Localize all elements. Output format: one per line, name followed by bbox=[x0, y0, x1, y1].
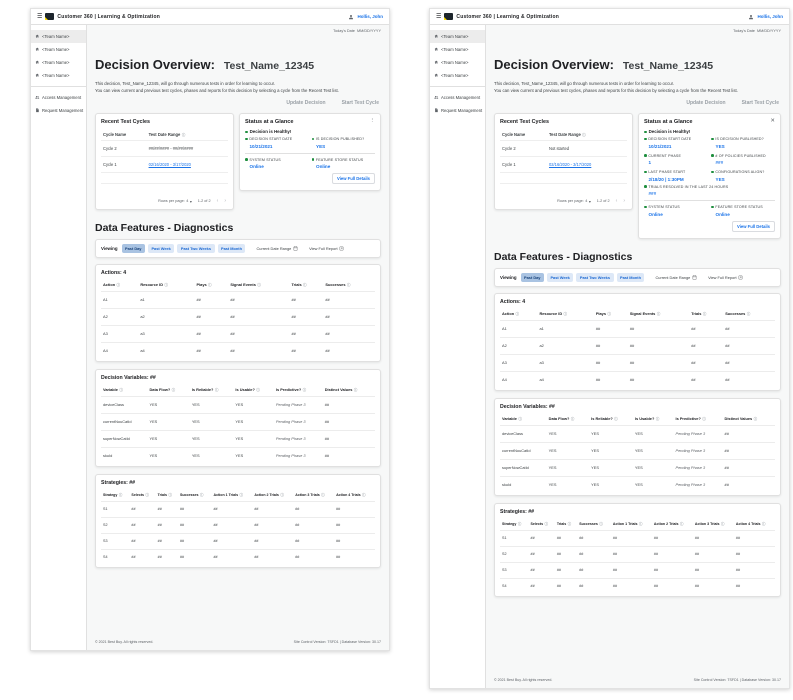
column-header: Action 4 Trials ⓘ bbox=[735, 521, 766, 526]
page-description-line-2: You can view current and previous test cycles, phases and reports for this decision by selecting a cycle from the Recent Test list. bbox=[95, 88, 339, 94]
decision-name: Test_Name_12345 bbox=[622, 60, 714, 72]
green-dot-icon bbox=[312, 138, 315, 141]
column-header-cycle-name: Cycle Name bbox=[502, 132, 526, 138]
status-value: Online bbox=[316, 164, 331, 170]
prev-page-icon[interactable]: ‹ bbox=[615, 197, 618, 204]
green-dot-icon bbox=[644, 171, 647, 174]
green-dot-icon bbox=[711, 206, 714, 209]
column-header: Data Flow? ⓘ bbox=[149, 386, 176, 392]
prev-page-icon[interactable]: ‹ bbox=[216, 197, 219, 204]
info-icon[interactable]: ⓘ bbox=[168, 492, 172, 497]
info-icon[interactable]: ⓘ bbox=[607, 311, 611, 316]
table-row: A2 a2 ## ## ## ## bbox=[101, 308, 375, 325]
table-row: A3 a3 ## ## ## ## bbox=[101, 325, 375, 342]
column-header: Distinct Values ⓘ bbox=[724, 415, 758, 421]
people-icon bbox=[434, 95, 439, 100]
status-item: LAST PHASE START 2/18/20 | 1:30PM bbox=[644, 170, 708, 182]
info-icon[interactable]: ⓘ bbox=[517, 521, 522, 526]
status-value: Online bbox=[648, 211, 663, 217]
info-icon[interactable]: ⓘ bbox=[257, 282, 261, 287]
time-range-chip[interactable]: Past Two Weeks bbox=[576, 273, 613, 282]
app-page-collapsed-status bbox=[30, 8, 390, 651]
viewing-label: Viewing bbox=[101, 245, 118, 251]
column-header: Is Usable? ⓘ bbox=[235, 386, 260, 392]
home-icon bbox=[35, 73, 40, 78]
table-row: skuId YES YES YES Pending Phase 3 ## bbox=[101, 447, 375, 464]
column-header: Trials ⓘ bbox=[691, 310, 707, 316]
info-icon[interactable]: ⓘ bbox=[321, 492, 325, 497]
column-header: Is Predictive? ⓘ bbox=[275, 386, 307, 392]
column-header: Is Predictive? ⓘ bbox=[675, 415, 706, 421]
page-actions bbox=[496, 100, 779, 106]
sidebar-item-team-2[interactable]: <Team Name> bbox=[430, 43, 485, 56]
column-header: Action 2 Trials ⓘ bbox=[653, 521, 684, 526]
user-icon[interactable] bbox=[748, 14, 754, 20]
table-row: S1 ## ## ## ## ## ## ## bbox=[500, 530, 775, 546]
column-header: Resource ID ⓘ bbox=[140, 281, 168, 287]
table-row: A1 a1 ## ## ## ## bbox=[500, 320, 775, 337]
sidebar-item-team-2[interactable]: <Team Name> bbox=[31, 43, 86, 56]
status-at-a-glance-card bbox=[239, 113, 381, 191]
column-header: Signal Events ⓘ bbox=[629, 310, 661, 316]
column-header: Action 2 Trials ⓘ bbox=[254, 492, 284, 497]
time-range-chip[interactable]: Past Month bbox=[218, 244, 246, 253]
divider bbox=[644, 200, 775, 201]
info-icon[interactable]: ⓘ bbox=[655, 416, 660, 421]
table-row: Cycle 2 Not started bbox=[500, 141, 627, 157]
viewing-filters bbox=[494, 268, 781, 287]
next-page-icon[interactable]: › bbox=[623, 197, 625, 204]
rows-per-page-select[interactable]: Rows per page: 4 ▾ bbox=[557, 199, 591, 204]
time-range-chip[interactable]: Past Day bbox=[122, 244, 145, 253]
column-header: Plays ⓘ bbox=[196, 281, 212, 287]
home-icon bbox=[434, 60, 439, 65]
current-date-range-control[interactable]: Current Date Range bbox=[256, 246, 298, 251]
table-row: A4 a4 ## ## ## ## bbox=[500, 371, 775, 388]
column-header: Data Flow? ⓘ bbox=[548, 415, 575, 421]
bestbuy-logo-icon bbox=[45, 13, 54, 20]
view-full-report-link[interactable]: View Full Report bbox=[309, 246, 344, 251]
info-icon[interactable]: ⓘ bbox=[720, 521, 725, 526]
status-item: SYSTEM STATUS Online bbox=[245, 158, 309, 170]
page-description-line-2: You can view current and previous test cycles, phases and reports for this decision by selecting a cycle from the Recent Test list. bbox=[494, 88, 738, 94]
app-header bbox=[430, 9, 789, 25]
status-value: 10/21/2021 bbox=[249, 143, 273, 149]
info-icon[interactable]: ⓘ bbox=[582, 133, 586, 138]
current-date-range-control[interactable]: Current Date Range bbox=[655, 275, 697, 280]
page-title: Decision Overview: Test_Name_12345 bbox=[95, 57, 315, 72]
column-header: Action ⓘ bbox=[103, 281, 120, 287]
home-icon bbox=[35, 60, 40, 65]
sidebar-item-team-1[interactable]: <Team Name> bbox=[430, 30, 485, 43]
info-icon[interactable]: ⓘ bbox=[656, 311, 661, 316]
table-row: S3 ## ## ## ## ## ## ## bbox=[101, 533, 375, 549]
kebab-menu-icon[interactable]: ⋮ bbox=[369, 118, 375, 125]
app-title: Customer 360 | Learning & Optimization bbox=[57, 13, 161, 20]
sidebar-item-request-management[interactable]: Request Management bbox=[31, 104, 86, 117]
page-title: Decision Overview: Test_Name_12345 bbox=[494, 57, 714, 72]
page-info: 1-2 of 2 bbox=[197, 199, 211, 204]
status-value: YES bbox=[715, 143, 725, 149]
table-row: S1 ## ## ## ## ## ## ## bbox=[101, 501, 375, 517]
update-decision-button[interactable]: Update Decision bbox=[686, 100, 726, 107]
next-page-icon[interactable]: › bbox=[224, 197, 226, 204]
view-full-details-button[interactable]: View Full Details bbox=[332, 173, 375, 184]
page-description-line-1: This decision, Test_Name_12345, will go through numerous tests in order for learning to occur. bbox=[95, 81, 276, 86]
info-icon[interactable]: ⓘ bbox=[702, 311, 707, 316]
home-icon bbox=[434, 73, 439, 78]
sidebar-item-team-3[interactable]: <Team Name> bbox=[430, 56, 485, 69]
home-icon bbox=[35, 47, 40, 52]
user-icon[interactable] bbox=[348, 14, 354, 20]
rows-per-page-select[interactable]: Rows per page: 4 ▾ bbox=[158, 199, 192, 204]
copyright: © 2021 Best Buy. All rights reserved. bbox=[494, 678, 553, 682]
calendar-icon bbox=[692, 275, 697, 280]
card-title: Status at a Glance bbox=[644, 119, 693, 126]
open-report-icon bbox=[339, 246, 344, 251]
view-full-report-link[interactable]: View Full Report bbox=[708, 275, 743, 280]
status-value: YES bbox=[316, 143, 326, 149]
info-icon[interactable]: ⓘ bbox=[118, 492, 123, 497]
green-dot-icon bbox=[711, 171, 714, 174]
green-dot-icon bbox=[245, 138, 248, 141]
app-title: Customer 360 | Learning & Optimization bbox=[456, 13, 560, 20]
start-test-cycle-button[interactable]: Start Test Cycle bbox=[741, 100, 779, 107]
info-icon[interactable]: ⓘ bbox=[347, 282, 351, 287]
info-icon[interactable]: ⓘ bbox=[239, 492, 243, 497]
table-row: Cycle 1 02/16/2020 - 3/17/2020 bbox=[101, 157, 228, 173]
page-info: 1-2 of 2 bbox=[596, 199, 610, 204]
status-item: IS DECISION PUBLISHED? YES bbox=[312, 137, 376, 149]
card-title: Recent Test Cycles bbox=[101, 119, 151, 126]
info-icon[interactable]: ⓘ bbox=[280, 492, 284, 497]
strategies-table-card bbox=[95, 474, 381, 568]
column-header: Resource ID ⓘ bbox=[539, 310, 568, 316]
status-item: # OF POLICIES PUBLISHED ### bbox=[711, 154, 775, 166]
info-icon[interactable]: ⓘ bbox=[164, 282, 168, 287]
cycle-date-range-link[interactable]: 02/16/2020 - 3/17/2020 bbox=[548, 162, 592, 168]
status-value: 10/21/2021 bbox=[648, 143, 672, 149]
hamburger-menu-icon[interactable]: ☰ bbox=[436, 14, 442, 20]
card-title: Decision Variables: ## bbox=[500, 403, 555, 410]
home-icon bbox=[434, 34, 439, 39]
sidebar-divider bbox=[31, 86, 86, 87]
table-row: A2 a2 ## ## ## ## bbox=[500, 337, 775, 354]
status-value: ### bbox=[648, 191, 657, 197]
chevron-down-icon: ▾ bbox=[189, 199, 192, 204]
table-row: currentNouCatId YES YES YES Pending Phase 3 ## bbox=[500, 442, 775, 459]
view-full-details-button[interactable]: View Full Details bbox=[732, 221, 775, 232]
actions-table-card bbox=[494, 293, 781, 391]
user-name[interactable]: Hollis, John bbox=[357, 14, 383, 19]
table-row: skuId YES YES YES Pending Phase 3 ## bbox=[500, 476, 775, 493]
todays-date: Today's Date MM/DD/YYYY bbox=[733, 29, 781, 33]
sidebar-item-team-1[interactable]: <Team Name> bbox=[31, 30, 86, 43]
column-header: Action 3 Trials ⓘ bbox=[295, 492, 325, 497]
sidebar-item-team-3[interactable]: <Team Name> bbox=[31, 56, 86, 69]
info-icon[interactable]: ⓘ bbox=[200, 492, 204, 497]
column-header: Action ⓘ bbox=[502, 310, 519, 316]
info-icon[interactable]: ⓘ bbox=[515, 311, 519, 316]
app-page-expanded-status bbox=[429, 8, 790, 689]
column-header: Selects ⓘ bbox=[530, 521, 548, 526]
card-title: Decision Variables: ## bbox=[101, 374, 156, 381]
green-dot-icon bbox=[644, 138, 647, 141]
status-item: IS DECISION PUBLISHED? YES bbox=[711, 137, 775, 149]
version-info: Site Control Version: TSFD1 | Database Version: 30.17 bbox=[293, 640, 381, 644]
time-range-chip[interactable]: Past Day bbox=[521, 273, 544, 282]
column-header: Trials ⓘ bbox=[157, 492, 172, 497]
status-item: SYSTEM STATUS Online bbox=[644, 205, 708, 217]
chevron-down-icon: ▾ bbox=[588, 199, 591, 204]
calendar-icon bbox=[293, 246, 298, 251]
divider bbox=[245, 153, 375, 154]
page-description-line-1: This decision, Test_Name_12345, will go through numerous tests in order for learning to occur. bbox=[494, 81, 675, 86]
status-at-a-glance-card bbox=[638, 113, 781, 239]
column-header: Strategy ⓘ bbox=[502, 521, 522, 526]
info-icon[interactable]: ⓘ bbox=[544, 521, 548, 526]
time-range-chip[interactable]: Past Week bbox=[148, 244, 174, 253]
version-info: Site Control Version: TSFD1 | Database Version: 30.17 bbox=[693, 678, 781, 682]
table-row: S3 ## ## ## ## ## ## ## bbox=[500, 562, 775, 578]
main-content bbox=[87, 25, 389, 650]
card-title: Strategies: ## bbox=[101, 479, 136, 486]
card-title: Recent Test Cycles bbox=[500, 119, 550, 126]
info-icon[interactable]: ⓘ bbox=[563, 311, 568, 316]
actions-table-card bbox=[95, 264, 381, 362]
bestbuy-logo-icon bbox=[444, 13, 453, 20]
status-value: ### bbox=[715, 160, 724, 166]
info-icon[interactable]: ⓘ bbox=[171, 387, 176, 392]
info-icon[interactable]: ⓘ bbox=[567, 521, 572, 526]
decision-healthy-status: Decision is Healthy! bbox=[644, 129, 775, 134]
green-dot-icon bbox=[711, 138, 714, 141]
column-header-test-date-range: Test Date Range ⓘ bbox=[148, 132, 186, 138]
info-icon[interactable]: ⓘ bbox=[679, 521, 684, 526]
status-value: Online bbox=[249, 164, 264, 170]
sidebar-item-team-4[interactable]: <Team Name> bbox=[430, 69, 485, 82]
decision-name: Test_Name_12345 bbox=[223, 60, 315, 72]
app-header bbox=[31, 9, 389, 25]
table-row: S4 ## ## ## ## ## ## ## bbox=[101, 549, 375, 565]
table-row: superNowCatId YES YES YES Pending Phase 3 ## bbox=[101, 430, 375, 447]
recent-test-cycles-card bbox=[95, 113, 234, 210]
status-item: DECISION START DATE 10/21/2021 bbox=[245, 137, 309, 149]
column-header: Action 3 Trials ⓘ bbox=[694, 521, 725, 526]
table-row: Cycle 2 ##/##/#### - ##/##/#### bbox=[101, 141, 228, 157]
copyright: © 2021 Best Buy. All rights reserved. bbox=[95, 640, 154, 644]
column-header-cycle-name: Cycle Name bbox=[103, 132, 127, 138]
info-icon[interactable]: ⓘ bbox=[599, 521, 603, 526]
section-title-diagnostics: Data Features - Diagnostics bbox=[494, 250, 633, 263]
sidebar-item-team-4[interactable]: <Team Name> bbox=[31, 69, 86, 82]
sidebar-item-request-management[interactable]: Request Management bbox=[430, 104, 485, 117]
info-icon[interactable]: ⓘ bbox=[746, 311, 751, 316]
info-icon[interactable]: ⓘ bbox=[362, 492, 366, 497]
decision-variables-table-card bbox=[494, 398, 781, 496]
card-title: Status at a Glance bbox=[245, 119, 294, 126]
column-header: Distinct Values ⓘ bbox=[324, 386, 358, 392]
viewing-label: Viewing bbox=[500, 274, 517, 280]
info-icon[interactable]: ⓘ bbox=[181, 133, 186, 138]
table-row: A1 a1 ## ## ## ## bbox=[101, 291, 375, 308]
info-icon[interactable]: ⓘ bbox=[145, 492, 149, 497]
open-report-icon bbox=[738, 275, 743, 280]
info-icon[interactable]: ⓘ bbox=[256, 387, 260, 392]
home-icon bbox=[35, 34, 40, 39]
sidebar-item-access-management[interactable]: Access Management bbox=[31, 91, 86, 104]
status-value: 1 bbox=[648, 160, 652, 166]
column-header: Successes ⓘ bbox=[179, 492, 204, 497]
table-row: S2 ## ## ## ## ## ## ## bbox=[500, 546, 775, 562]
card-title: Actions: 4 bbox=[101, 269, 127, 276]
column-header: Strategy ⓘ bbox=[103, 492, 123, 497]
card-title: Actions: 4 bbox=[500, 298, 526, 305]
status-item: CONFIGURATIONS ALIGN? YES bbox=[711, 170, 775, 182]
section-title-diagnostics: Data Features - Diagnostics bbox=[95, 221, 234, 234]
column-header: Trials ⓘ bbox=[556, 521, 572, 526]
strategies-table-card bbox=[494, 503, 781, 597]
table-row: S2 ## ## ## ## ## ## ## bbox=[101, 517, 375, 533]
sidebar-divider bbox=[430, 86, 485, 87]
info-icon[interactable]: ⓘ bbox=[302, 387, 307, 392]
info-icon[interactable]: ⓘ bbox=[761, 521, 766, 526]
green-dot-icon bbox=[245, 131, 248, 134]
page-actions bbox=[97, 100, 379, 106]
info-icon[interactable]: ⓘ bbox=[614, 416, 618, 421]
status-value: YES bbox=[715, 176, 725, 182]
status-item-trials-resolved: TRIALS RESOLVED IN THE LAST 24 HOURS ### bbox=[644, 185, 775, 197]
column-header: Variable ⓘ bbox=[502, 415, 522, 421]
column-header: Successes ⓘ bbox=[725, 310, 751, 316]
column-header: Action 1 Trials ⓘ bbox=[612, 521, 643, 526]
table-row: deviceClass YES YES YES Pending Phase 3 ## bbox=[500, 425, 775, 442]
cycle-date-range-link[interactable]: 02/16/2020 - 3/17/2020 bbox=[148, 162, 191, 168]
card-title: Strategies: ## bbox=[500, 508, 535, 515]
table-pagination bbox=[101, 199, 228, 204]
column-header: Variable ⓘ bbox=[103, 386, 123, 392]
update-decision-button[interactable]: Update Decision bbox=[286, 100, 326, 107]
column-header: Successes ⓘ bbox=[325, 281, 351, 287]
info-icon[interactable]: ⓘ bbox=[570, 416, 575, 421]
status-item: FEATURE STORE STATUS Online bbox=[711, 205, 775, 217]
user-name[interactable]: Hollis, John bbox=[757, 14, 783, 19]
info-icon[interactable]: ⓘ bbox=[214, 387, 219, 392]
decision-healthy-status: Decision is Healthy! bbox=[245, 129, 375, 134]
green-dot-icon bbox=[644, 154, 647, 157]
status-item: FEATURE STORE STATUS Online bbox=[312, 158, 376, 170]
todays-date: Today's Date MM/DD/YYYY bbox=[333, 29, 381, 33]
column-header: Is Reliable? ⓘ bbox=[591, 415, 618, 421]
table-row: A3 a3 ## ## ## ## bbox=[500, 354, 775, 371]
viewing-filters bbox=[95, 239, 381, 258]
document-icon bbox=[434, 108, 439, 113]
column-header: Plays ⓘ bbox=[595, 310, 611, 316]
table-row: deviceClass YES YES YES Pending Phase 3 ## bbox=[101, 396, 375, 413]
green-dot-icon bbox=[711, 154, 714, 157]
time-range-chip[interactable]: Past Month bbox=[617, 273, 645, 282]
table-row: currentNouCatId YES YES YES Pending Phase 3 ## bbox=[101, 413, 375, 430]
table-pagination bbox=[500, 199, 627, 204]
status-item: CURRENT PHASE 1 bbox=[644, 154, 708, 166]
sidebar bbox=[430, 25, 486, 688]
sidebar-item-access-management[interactable]: Access Management bbox=[430, 91, 485, 104]
document-icon bbox=[35, 108, 40, 113]
status-value: Online bbox=[715, 211, 730, 217]
column-header: Trials ⓘ bbox=[291, 281, 307, 287]
people-icon bbox=[35, 95, 40, 100]
green-dot-icon bbox=[312, 158, 315, 161]
sidebar bbox=[31, 25, 87, 650]
column-header-test-date-range: Test Date Range ⓘ bbox=[548, 132, 586, 138]
info-icon[interactable]: ⓘ bbox=[353, 387, 358, 392]
info-icon[interactable]: ⓘ bbox=[518, 416, 522, 421]
table-row: A4 a4 ## ## ## ## bbox=[101, 342, 375, 359]
green-dot-icon bbox=[644, 185, 647, 188]
column-header: Is Usable? ⓘ bbox=[634, 415, 660, 421]
column-header: Is Reliable? ⓘ bbox=[191, 386, 219, 392]
green-dot-icon bbox=[644, 131, 647, 134]
home-icon bbox=[434, 47, 439, 52]
info-icon[interactable]: ⓘ bbox=[753, 416, 758, 421]
column-header: Signal Events ⓘ bbox=[230, 281, 261, 287]
page-footer bbox=[494, 672, 781, 682]
start-test-cycle-button[interactable]: Start Test Cycle bbox=[341, 100, 379, 107]
time-range-chip[interactable]: Past Two Weeks bbox=[177, 244, 214, 253]
info-icon[interactable]: ⓘ bbox=[638, 521, 643, 526]
column-header: Selects ⓘ bbox=[131, 492, 149, 497]
column-header: Action 4 Trials ⓘ bbox=[336, 492, 366, 497]
status-value: 2/18/20 | 1:30PM bbox=[648, 176, 684, 182]
page-footer bbox=[95, 634, 381, 644]
info-icon[interactable]: ⓘ bbox=[119, 387, 123, 392]
table-row: superNowCatId YES YES YES Pending Phase 3 ## bbox=[500, 459, 775, 476]
table-row: S4 ## ## ## ## ## ## ## bbox=[500, 578, 775, 594]
info-icon[interactable]: ⓘ bbox=[303, 282, 307, 287]
status-item: DECISION START DATE 10/21/2021 bbox=[644, 137, 708, 149]
column-header: Successes ⓘ bbox=[579, 521, 603, 526]
info-icon[interactable]: ⓘ bbox=[702, 416, 706, 421]
main-content bbox=[486, 25, 789, 688]
green-dot-icon bbox=[644, 206, 647, 209]
decision-variables-table-card bbox=[95, 369, 381, 467]
info-icon[interactable]: ⓘ bbox=[116, 282, 120, 287]
recent-test-cycles-card bbox=[494, 113, 633, 210]
column-header: Action 1 Trials ⓘ bbox=[213, 492, 243, 497]
close-icon[interactable]: ✕ bbox=[770, 118, 775, 125]
hamburger-menu-icon[interactable]: ☰ bbox=[37, 14, 43, 20]
info-icon[interactable]: ⓘ bbox=[208, 282, 212, 287]
green-dot-icon bbox=[245, 158, 248, 161]
table-row: Cycle 1 02/16/2020 - 3/17/2020 bbox=[500, 157, 627, 173]
time-range-chip[interactable]: Past Week bbox=[547, 273, 573, 282]
